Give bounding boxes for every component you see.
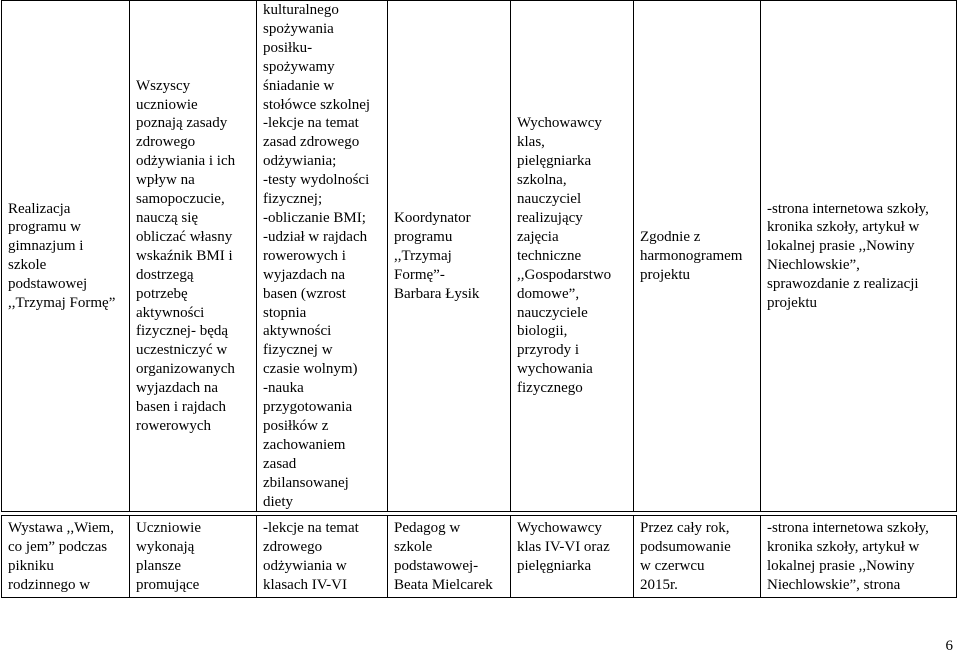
cell-text-line: domowe”, [517, 285, 580, 302]
cell-text-line: biologii, [517, 323, 568, 340]
cell-termin [634, 1, 761, 512]
cell-text-line: co jem” podczas [8, 538, 108, 555]
cell-text-line: spożywamy [263, 58, 335, 75]
cell-text-line: klas IV-VI oraz [517, 538, 610, 555]
cell-text-line: Wystawa ,,Wiem, [8, 520, 114, 536]
cell-text-line: spożywania [263, 20, 334, 37]
cell-text-line: lokalnej prasie ,,Nowiny [767, 238, 915, 255]
cell-text-line: Formę”- [394, 266, 445, 283]
cell-text-line: odżywiania i ich [136, 153, 236, 170]
cell-text-line: realizujący [517, 209, 583, 226]
table-row [2, 516, 957, 598]
cell-text-line: w czerwcu [640, 557, 705, 574]
cell-text-line: zasad zdrowego [263, 134, 360, 151]
cell-text-line: zasad [263, 455, 297, 472]
cell-text-line: Wychowawcy [517, 520, 602, 536]
cell-text-line: klas, [517, 134, 545, 151]
cell-text-line: pielęgniarka [517, 557, 592, 574]
cell-text-line: zbilansowanej [263, 474, 349, 491]
cell-text-line: fizycznej; [263, 191, 323, 208]
cell-text-line: nauczyciele [517, 304, 588, 321]
cell-text-line: wychowania [517, 361, 593, 378]
cell-text-line: uczestniczyć w [136, 342, 228, 359]
cell-text-line: dostrzegą [136, 266, 194, 283]
cell-text-line: poznają zasady [136, 115, 228, 132]
cell-text-line: programu w [8, 219, 81, 236]
cell-text-line: uczniowie [136, 96, 198, 113]
cell-text-line: fizycznej w [263, 342, 333, 359]
cell-text-line: programu [394, 228, 453, 245]
cell-text-line: kulturalnego [263, 2, 339, 18]
cell-text-line: szkole [394, 538, 433, 555]
cell-text-line: śniadanie w [263, 77, 335, 94]
cell-odpowiedzialni [388, 516, 511, 598]
cell-cele [130, 1, 257, 512]
cell-text-line: posiłków z [263, 417, 329, 434]
cell-text-line: Uczniowie [136, 520, 201, 536]
cell-zadanie [2, 1, 130, 512]
cell-ewaluacja [761, 1, 957, 512]
cell-text-line: Niechlowskie”, strona [767, 576, 901, 593]
cell-text-line: przyrody i [517, 342, 580, 359]
cell-text-line: odżywiania w [263, 557, 347, 574]
cell-text-line: ,,Gospodarstwo [517, 266, 612, 283]
cell-zadanie [2, 516, 130, 598]
cell-text-line: Wszyscy [136, 77, 191, 94]
cell-text-line: nauczyciel [517, 191, 582, 208]
cell-text-line: pikniku [8, 557, 54, 574]
cell-text-line: wpływ na [136, 172, 195, 189]
cell-text-line: -nauka [263, 380, 304, 397]
cell-realizatorzy [511, 516, 634, 598]
cell-termin [634, 516, 761, 598]
cell-text-line: Beata Mielcarek [394, 576, 493, 593]
cell-text-line: fizycznej- będą [136, 323, 229, 340]
cell-text-line: -lekcje na temat [263, 115, 359, 132]
cell-text-line: Zgodnie z [640, 228, 701, 245]
cell-text-line: wyjazdach na [136, 380, 219, 397]
cell-text-line: -udział w rajdach [263, 228, 368, 245]
cell-text-line: basen i rajdach [136, 399, 226, 416]
cell-text-line: gimnazjum i [8, 238, 84, 255]
cell-text-line: czasie wolnym) [263, 361, 358, 378]
cell-text-line: Niechlowskie”, [767, 257, 860, 274]
cell-dzialania [257, 1, 388, 512]
cell-dzialania [257, 516, 388, 598]
cell-text-line: Przez cały rok, [640, 520, 730, 536]
cell-text-line: plansze [136, 557, 181, 574]
cell-cele [130, 516, 257, 598]
cell-ewaluacja [761, 516, 957, 598]
cell-text-line: kronika szkoły, artykuł w [767, 219, 920, 236]
cell-text-line: szkolna, [517, 172, 567, 189]
cell-text-line: 2015r. [640, 576, 678, 593]
cell-text-line: ,,Trzymaj [394, 247, 452, 264]
cell-text-line: Pedagog w [394, 520, 461, 536]
cell-text-line: zachowaniem [263, 436, 346, 453]
cell-text-line: podsumowanie [640, 538, 731, 555]
cell-text-line: basen (wzrost [263, 285, 346, 302]
cell-realizatorzy [511, 1, 634, 512]
cell-text-line: projektu [640, 266, 690, 283]
cell-text-line: -strona internetowa szkoły, [767, 200, 929, 217]
cell-text-line: samopoczucie, [136, 191, 225, 208]
program-table-row-2 [1, 515, 957, 598]
cell-text-line: harmonogramem [640, 247, 743, 264]
cell-text-line: obliczać własny [136, 228, 233, 245]
cell-text-line: szkole [8, 257, 47, 274]
cell-text-line: Barbara Łysik [394, 285, 480, 302]
cell-odpowiedzialni [388, 1, 511, 512]
cell-text-line: -strona internetowa szkoły, [767, 520, 929, 536]
cell-text-line: sprawozdanie z realizacji [767, 276, 919, 293]
cell-text-line: diety [263, 493, 293, 510]
cell-text-line: przygotowania [263, 399, 353, 416]
cell-text-line: zdrowego [263, 538, 323, 555]
cell-text-line: klasach IV-VI [263, 576, 348, 593]
table-row [2, 1, 957, 512]
cell-text-line: fizycznego [517, 380, 583, 397]
cell-text-line: nauczą się [136, 209, 199, 226]
cell-text-line: podstawowej- [394, 557, 479, 574]
cell-text-line: -lekcje na temat [263, 520, 359, 536]
cell-text-line: organizowanych [136, 361, 235, 378]
page-number: 6 [945, 638, 953, 654]
cell-text-line: stołówce szkolnej [263, 96, 371, 113]
cell-text-line: promujące [136, 576, 200, 593]
cell-text-line: pielęgniarka [517, 153, 592, 170]
cell-text-line: ,,Trzymaj Formę” [8, 295, 116, 312]
cell-text-line: zdrowego [136, 134, 196, 151]
cell-text-line: zajęcia [517, 228, 559, 245]
cell-text-line: wskaźnik BMI i [136, 247, 233, 264]
cell-text-line: Wychowawcy [517, 115, 602, 132]
cell-text-line: -testy wydolności [263, 172, 370, 189]
cell-text-line: potrzebę [136, 285, 188, 302]
cell-text-line: rowerowych [136, 417, 211, 434]
cell-text-line: odżywiania; [263, 153, 337, 170]
cell-text-line: stopnia [263, 304, 307, 321]
cell-text-line: rodzinnego w [8, 576, 91, 593]
cell-text-line: podstawowej [8, 276, 88, 293]
cell-text-line: aktywności [136, 304, 205, 321]
cell-text-line: kronika szkoły, artykuł w [767, 538, 920, 555]
cell-text-line: projektu [767, 295, 817, 312]
cell-text-line: aktywności [263, 323, 332, 340]
cell-text-line: rowerowych i [263, 247, 346, 264]
cell-text-line: posiłku- [263, 39, 313, 56]
cell-text-line: wykonają [136, 538, 195, 555]
cell-text-line: Realizacja [8, 200, 71, 217]
cell-text-line: -obliczanie BMI; [263, 209, 366, 226]
cell-text-line: wyjazdach na [263, 266, 346, 283]
cell-text-line: techniczne [517, 247, 582, 264]
cell-text-line: lokalnej prasie ,,Nowiny [767, 557, 915, 574]
cell-text-line: Koordynator [394, 209, 471, 226]
program-table-row-1 [1, 0, 957, 512]
